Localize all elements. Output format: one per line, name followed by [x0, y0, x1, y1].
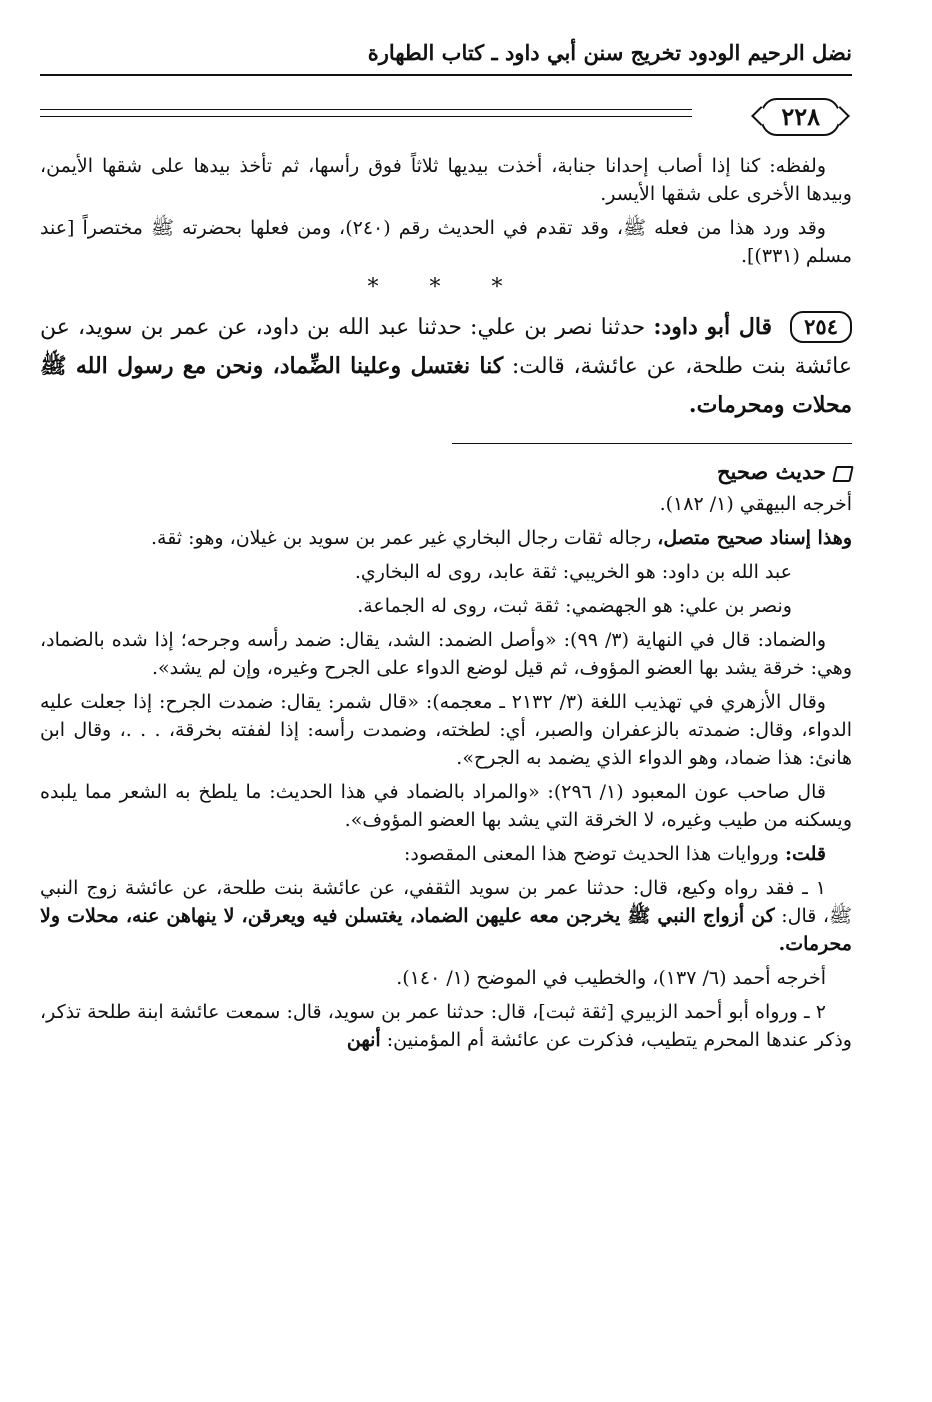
narration-1-takhrij: أخرجه أحمد (٦/ ١٣٧)، والخطيب في الموضح (١/ ١٤٠).	[396, 967, 826, 989]
narrator-note-2: ونصر بن علي: هو الجهضمي: ثقة ثبت، روى له الجماعة.	[357, 595, 792, 617]
narration-2-bold: أنهن	[346, 1029, 381, 1051]
page-number-row	[40, 98, 852, 134]
grading-heading	[40, 458, 852, 486]
narration-1-bold: كن أزواج النبي ﷺ يخرجن معه عليهن الضماد، يغتسلن فيه ويعرقن، لا ينهاهن عنه، محلات ولا محرمات.	[40, 905, 852, 955]
running-header: نضل الرحيم الودود تخريج سنن أبي داود ـ كتاب الطهارة	[367, 40, 852, 65]
page-number-rule-bottom	[40, 116, 692, 117]
book-bullet-icon	[832, 466, 853, 482]
takhrij-line: أخرجه البيهقي (١/ ١٨٢).	[659, 493, 852, 515]
page-number: ٢٢٨	[761, 98, 840, 136]
hadith-number: ٢٥٤	[790, 311, 852, 343]
hadith-matn: كنا نغتسل وعلينا الضِّماد، ونحن مع رسول الله ﷺ محلات ومحرمات.	[40, 353, 852, 418]
page-number-rule-top	[40, 109, 692, 110]
narration-2-text: ٢ ـ ورواه أبو أحمد الزبيري [ثقة ثبت]، قال: حدثنا عمر بن سويد، قال: سمعت عائشة ابنة طلحة تذكر، وذكر عندها المحرم يتطيب، فذكرت عن عائشة أم المؤمنين:	[40, 1001, 852, 1051]
paragraph-wording: ولفظه: كنا إذا أصاب إحدانا جنابة، أخذت بيديها ثلاثاً فوق رأسها، ثم تأخذ بيدها على شقها الأيمن، وبيدها الأخرى على شقها الأيسر.	[40, 155, 852, 205]
hadith-text	[40, 308, 852, 425]
narration-1-text: ١ ـ فقد رواه وكيع، قال: حدثنا عمر بن سويد الثقفي، عن عائشة بنت طلحة، عن عائشة زوج النبي ﷺ، قال:	[40, 877, 852, 927]
definition-awn: قال صاحب عون المعبود (١/ ٢٩٦): «والمراد بالضماد في هذا الحديث: ما يلطخ به الشعر مما يلبده ويسكنه من طيب وغيره، لا الخرقة التي يشد بها العضو المؤوف».	[40, 781, 852, 831]
author-remark	[40, 840, 852, 868]
section-separator	[452, 443, 852, 444]
header-rule	[40, 74, 852, 76]
author-remark-text: وروايات هذا الحديث توضح هذا المعنى المقصود:	[403, 843, 779, 865]
isnad-assessment-bold: وهذا إسناد صحيح متصل،	[657, 527, 852, 549]
definition-nihaya: والضماد: قال في النهاية (٣/ ٩٩): «وأصل الضمد: الشد، يقال: ضمد رأسه وجرحه؛ إذا شده بالضماد، وهي: خرقة يشد بها العضو المؤوف، ثم قيل لوضع الدواء على الجرح وغيره، وإن لم يشد».	[40, 629, 852, 679]
page-body	[40, 152, 852, 1060]
grading-label: حديث صحيح	[716, 459, 826, 484]
definition-azhari: وقال الأزهري في تهذيب اللغة (٣/ ٢١٣٢ ـ معجمه): «قال شمر: يقال: ضمدت الجرح: إذا جعلت عليه الدواء، وقال: ضمدته بالزعفران والصبر، أي: لطخته، وضمدت رأسه: إذا لففته بخرقة، . . .، وقال ابن هانئ: هذا ضماد، وهو الدواء الذي يضمد به الجرح».	[40, 691, 852, 769]
author-remark-bold: قلت:	[784, 843, 826, 865]
hadith-intro: قال أبو داود:	[653, 314, 773, 340]
narrator-note-1: عبد الله بن داود: هو الخريبي: ثقة عابد، روى له البخاري.	[354, 561, 792, 583]
isnad-assessment	[40, 524, 852, 552]
book-page	[40, 36, 852, 1376]
paragraph-reference: وقد ورد هذا من فعله ﷺ، وقد تقدم في الحديث رقم (٢٤٠)، ومن فعلها بحضرته ﷺ مختصراً [عند مسلم (٣٣١)].	[40, 217, 852, 267]
isnad-assessment-text: رجاله ثقات رجال البخاري غير عمر بن سويد بن غيلان، وهو: ثقة.	[150, 527, 652, 549]
hadith-chain: حدثنا نصر بن علي: حدثنا عبد الله بن داود، عن عمر بن سويد، عن عائشة بنت طلحة، عن عائشة، قالت:	[40, 315, 852, 379]
narration-1	[40, 874, 852, 958]
narration-2	[40, 998, 852, 1054]
section-divider-stars: * * *	[367, 275, 525, 300]
